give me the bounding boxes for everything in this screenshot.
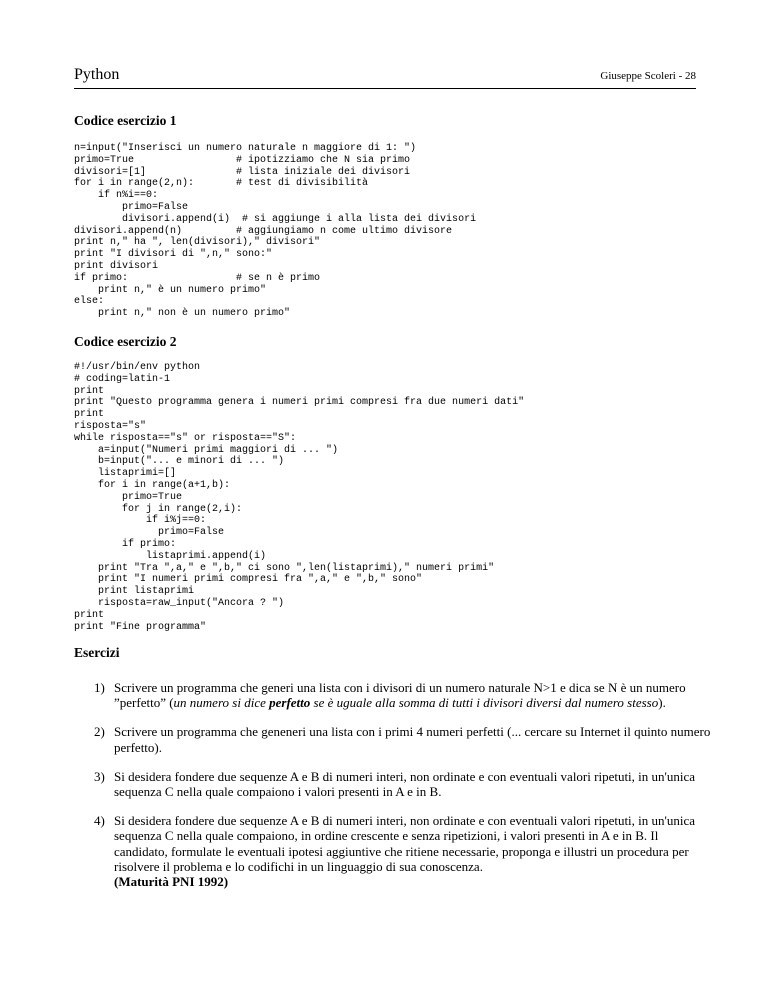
page-header: [74, 66, 696, 89]
code-line: if i%j==0:: [146, 515, 207, 527]
code-line: if primo: # se n è primo: [74, 272, 321, 284]
exercise-item-4: [74, 813, 714, 889]
code-line: primo=True: [122, 491, 183, 503]
exercise-item-1: [74, 680, 714, 710]
code-line: for i in range(a+1,b):: [98, 479, 231, 491]
code-line: if n%i==0:: [98, 190, 159, 202]
exercise-number: 4): [94, 813, 105, 829]
code-line: a=input("Numeri primi maggiori di ... "): [98, 444, 339, 456]
code-line: print: [74, 609, 105, 621]
code-line: print "Fine programma": [74, 621, 207, 633]
code-line: #!/usr/bin/env python: [74, 362, 201, 373]
exercise-text: Scrivere un programma che generi una lista con i divisori di un numero naturale N>1 e dica se N è un numero ”perfetto” (: [114, 680, 686, 711]
code-line: listaprimi=[]: [98, 468, 177, 480]
exercise-italic: se è uguale alla somma di tutti i divisori diversi dal numero stesso: [310, 695, 659, 711]
code-line: listaprimi.append(i): [146, 550, 267, 562]
exercise-text: ).: [658, 695, 666, 711]
code-line: divisori.append(i) # si aggiunge i alla lista dei divisori: [122, 213, 477, 225]
exercise-number: 1): [94, 680, 105, 695]
code-line: print n," ha ", len(divisori)," divisori": [74, 237, 321, 249]
code-line: primo=False: [122, 201, 189, 213]
section-title-exercises: Esercizi: [74, 645, 120, 660]
code-line: print n," è un numero primo": [98, 284, 267, 296]
code-line: divisori=[1] # lista iniziale dei divisori: [74, 166, 411, 178]
code-line: while risposta=="s" or risposta=="S":: [74, 432, 297, 444]
code-line: else:: [74, 296, 105, 308]
exercise-number: 2): [94, 724, 105, 740]
code-block-1: [74, 143, 476, 320]
code-line: primo=False: [158, 527, 225, 539]
exercise-text: Si desidera fondere due sequenze A e B di numeri interi, non ordinate e con eventuali valori ripetuti, in un'unica sequenza C nella quale compaiono, in ordine crescente e senza ripetizioni, i valori presenti in A e in B. Il candidato, formulate le eventuali ipotesi aggiuntive che ritiene necessarie, proponga e illustri un procedura per risolvere il problema e lo codifichi in un linguaggio di sua conoscenza.: [114, 813, 696, 874]
exercise-item-3: [74, 769, 714, 799]
exercise-italic: un numero si dice: [173, 695, 270, 711]
exercise-text: Scrivere un programma che geneneri una lista con i primi 4 numeri perfetti (... cercare su Internet il quinto numero perfetto).: [114, 724, 711, 755]
code-line: primo=True # ipotizziamo che N sia primo: [74, 154, 411, 166]
code-line: print "I numeri primi compresi fra ",a," e ",b," sono": [98, 574, 423, 586]
code-line: for j in range(2,i):: [122, 503, 243, 515]
code-line: risposta="s": [74, 420, 147, 432]
code-line: for i in range(2,n): # test di divisibilità: [74, 178, 369, 190]
code-line: divisori.append(n) # aggiungiamo n come ultimo divisore: [74, 225, 453, 237]
code-block-2: [74, 362, 524, 633]
header-author-page: Giuseppe Scoleri - 28: [600, 70, 696, 82]
exercise-bold-term: perfetto: [269, 695, 311, 711]
code-line: print "Questo programma genera i numeri primi compresi fra due numeri dati": [74, 397, 525, 409]
code-line: print n," non è un numero primo": [74, 308, 291, 320]
code-line: print divisori: [74, 260, 159, 272]
section-title-code1: Codice esercizio 1: [74, 113, 177, 128]
code-line: if primo:: [122, 538, 177, 550]
section-title-code2: Codice esercizio 2: [74, 334, 177, 349]
code-line: print: [74, 409, 105, 421]
exercise-list: [74, 680, 714, 903]
code-line: print listaprimi: [98, 586, 195, 598]
header-title: Python: [74, 66, 120, 83]
code-line: b=input("... e minori di ... "): [98, 456, 285, 468]
exercise-number: 3): [94, 768, 105, 784]
exercise-source: (Maturità PNI 1992): [114, 874, 229, 890]
exercise-item-2: [74, 724, 714, 754]
exercise-text: Si desidera fondere due sequenze A e B di numeri interi, non ordinate e con eventuali valori ripetuti, in un'unica sequenza C nella quale compaiono i valori presenti in A e in B.: [114, 768, 696, 800]
code-line: risposta=raw_input("Ancora ? "): [98, 597, 285, 609]
code-line: print "Tra ",a," e ",b," ci sono ",len(listaprimi)," numeri primi": [98, 562, 495, 574]
code-line: n=input("Inserisci un numero naturale n maggiore di 1: "): [74, 143, 417, 154]
code-line: print: [74, 385, 105, 397]
code-line: print "I divisori di ",n," sono:": [74, 249, 273, 261]
code-line: # coding=latin-1: [74, 373, 171, 385]
